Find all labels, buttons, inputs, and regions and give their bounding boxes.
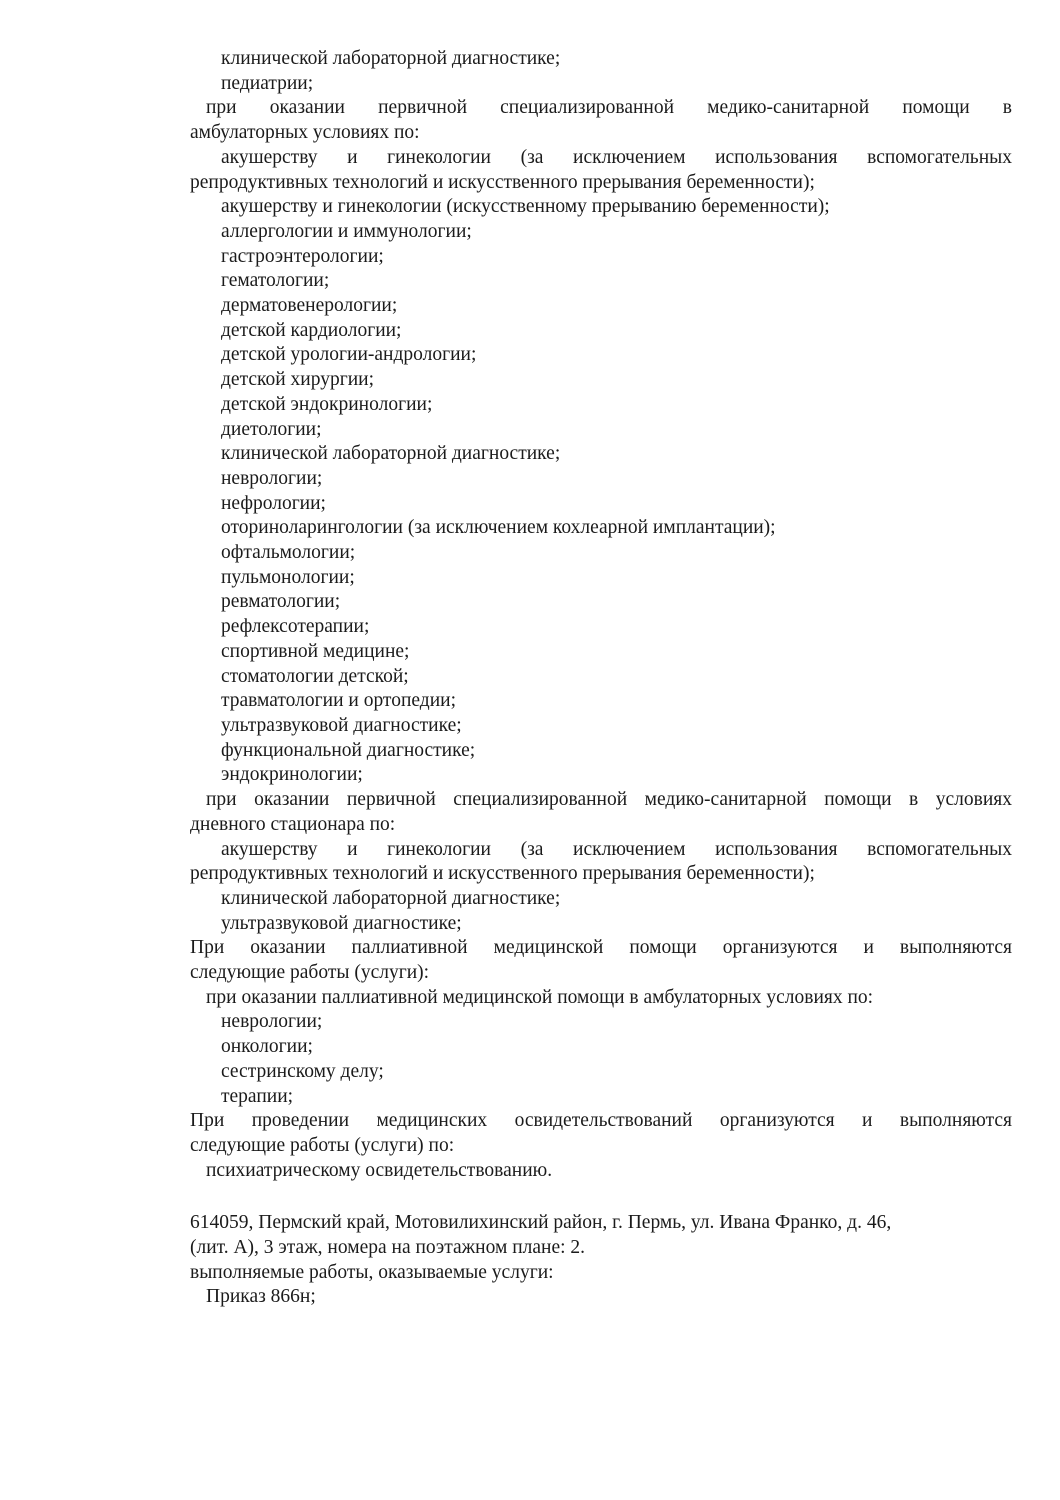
text-line: клинической лабораторной диагностике; [221,887,561,909]
text-line: онкологии; [221,1036,313,1058]
text-line: выполняемые работы, оказываемые услуги: [190,1261,554,1283]
text-line: репродуктивных технологий и искусственного прерывания беременности); [190,863,815,885]
text-line: 614059, Пермский край, Мотовилихинский район, г. Пермь, ул. Ивана Франко, д. 46, [190,1212,892,1234]
text-line: эндокринологии; [221,764,363,786]
text-line: следующие работы (услуги): [190,962,430,984]
text-line: при оказании первичной специализированной медико-санитарной помощи в условиях [206,789,1012,811]
text-line: (лит. А), 3 этаж, номера на поэтажном плане: 2. [190,1237,586,1259]
text-line: При проведении медицинских освидетельствований организуются и выполняются [190,1110,1012,1132]
text-line: спортивной медицине; [221,640,410,662]
text-line: функциональной диагностике; [221,739,476,761]
text-line: детской хирургии; [221,369,375,391]
text-line: аллергологии и иммунологии; [221,220,472,242]
text-line: при оказании паллиативной медицинской помощи в амбулаторных условиях по: [206,986,874,1008]
text-line: неврологии; [221,1011,323,1033]
text-line: гематологии; [221,270,330,292]
text-line: педиатрии; [221,72,314,94]
text-line: репродуктивных технологий и искусственного прерывания беременности); [190,171,815,193]
text-line: ультразвуковой диагностике; [221,912,462,934]
text-line: стоматологии детской; [221,665,409,687]
text-line: При оказании паллиативной медицинской помощи организуются и выполняются [190,937,1012,959]
text-line: детской кардиологии; [221,319,402,341]
text-line: сестринскому делу; [221,1060,384,1082]
text-line: акушерству и гинекологии (искусственному прерыванию беременности); [221,196,830,218]
text-line: амбулаторных условиях по: [190,122,420,144]
text-line: ревматологии; [221,591,341,613]
text-line: офтальмологии; [221,542,356,564]
text-line: ультразвуковой диагностике; [221,714,462,736]
text-line: диетологии; [221,418,322,440]
text-line: Приказ 866н; [206,1286,316,1308]
text-line: при оказании первичной специализированной медико-санитарной помощи в [206,97,1012,119]
text-line: акушерству и гинекологии (за исключением использования вспомогательных [221,838,1012,860]
text-line: следующие работы (услуги) по: [190,1134,455,1156]
text-line: акушерству и гинекологии (за исключением использования вспомогательных [221,146,1012,168]
text-line: оториноларингологии (за исключением кохлеарной имплантации); [221,517,776,539]
text-line: травматологии и ортопедии; [221,690,456,712]
text-line: детской урологии-андрологии; [221,344,477,366]
text-line: гастроэнтерологии; [221,245,384,267]
license-text-block [190,47,1012,1310]
text-line: дерматовенерологии; [221,295,398,317]
text-line: психиатрическому освидетельствованию. [206,1159,553,1181]
text-line: рефлексотерапии; [221,616,370,638]
text-line: клинической лабораторной диагностике; [221,48,561,69]
text-line: дневного стационара по: [190,813,396,835]
text-line: неврологии; [221,467,323,489]
text-line: пульмонологии; [221,566,355,588]
text-line: клинической лабораторной диагностике; [221,443,561,465]
text-line: детской эндокринологии; [221,393,433,415]
text-line: терапии; [221,1085,294,1107]
text-line: нефрологии; [221,492,326,514]
